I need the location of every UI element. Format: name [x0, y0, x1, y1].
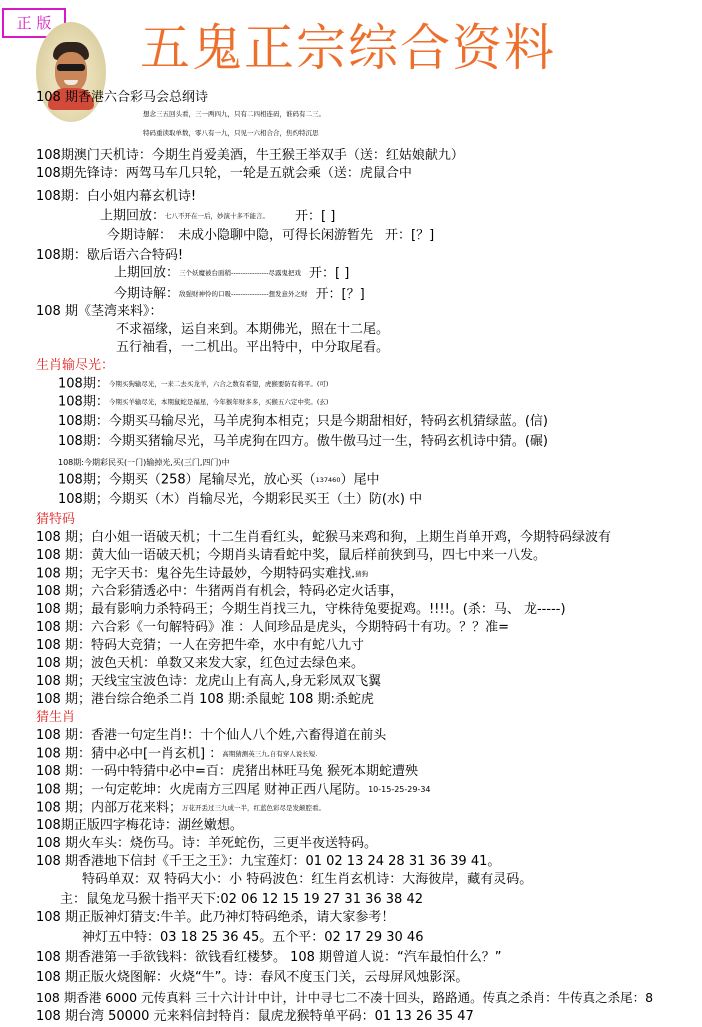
text-line: 108 期：一码中特猜中必中=百：虎猪出林旺马兔 猴死本期蛇遭殃 [36, 764, 418, 779]
text-line: 想念三五回头看，三一两四九，只有二四相连码，谁码有二三。 [143, 110, 325, 118]
text-line: 上期回放：七八不开在一后，妙演十多不能言。 开：[ ] [100, 208, 336, 224]
text-line: 108 期：香港一句定生肖!：十个仙人八个姓,六畜得道在前头 [36, 728, 387, 743]
text-line: 108 期香港 6000 元传真料 三十六计计中计，计中寻七二不凑十回头，路路通。传真之杀肖：牛传真之杀尾：8 [36, 990, 654, 1005]
text-line: 108 期；六合彩猜透必中：牛猪两肖有机会，特码必定火话事， [36, 584, 403, 599]
text-line: 特码单双：双 特码大小：小 特码波色：红生肖玄机诗：大海彼岸，藏有灵码。 [82, 872, 533, 887]
edition-badge: 正 版 [2, 8, 66, 38]
text-line: 108 期《茎湾来料》： [36, 304, 163, 319]
master-portrait [36, 22, 106, 122]
text-line: 108 期：六合彩《一句解特码》准 ：人间珍品是虎头，今期特码十有功。？？准= [36, 620, 509, 635]
text-line: 今期诗解：敌强财神怜的口吸----------------想发意外之财 开：[？] [114, 286, 365, 302]
text-line: 108期先锋诗：两驾马车几只轮，一轮是五就会乘（送：虎鼠合中 [36, 166, 412, 181]
text-line: 108期；今期买（258）尾输尽光，放心买（137460）尾中 [58, 472, 380, 488]
text-line: 108期:今期彩民买(一门)输掉光,买(三门,四门)中 [58, 458, 230, 467]
text-line: 108期：今期买猪输尽光，马羊虎狗在四方。傲牛傲马过一生，特码玄机诗中猜。(碾) [58, 434, 548, 449]
text-line: 108 期；天线宝宝波色诗：龙虎山上有高人,身无彩凤双飞翼 [36, 674, 382, 689]
text-line: 108期：今期买羊输尽光，本期鼠蛇是福星，今年猴年财多多，买猴五六定中奖。(玄) [58, 394, 329, 410]
text-line: 108期：今期买狗输尽光，一来二去买龙羊，六合之数有希望，虎猴要防有将平。(可) [58, 376, 329, 392]
text-line: 108期：白小姐内幕玄机诗! [36, 189, 197, 204]
section-heading: 生肖输尽光： [36, 358, 115, 373]
text-line: 108 期香港地下信封《千王之王》：九宝莲灯：01 02 13 24 28 31 36 39 41。 [36, 854, 501, 869]
text-line: 108 期；内部万花来料；万花开丢过三九成一半，红蓝色彩尽是发颠腔看。 [36, 800, 325, 816]
text-line: 108 期火车头：烧伤马。诗：羊死蛇伤，三更半夜送特码。 [36, 836, 377, 851]
text-line: 特码重读取单数，零八有一九，只见一六相合合，焦灼特沉思 [143, 129, 319, 137]
text-line: 不求福缘，运自来到。本期佛光，照在十二尾。 [116, 322, 390, 337]
text-line: 108 期；无字天书：鬼谷先生诗最妙，今期特码实难找.猜狗 [36, 566, 369, 582]
text-line: 主：鼠兔龙马猴十指平天下:02 06 12 15 19 27 31 36 38 42 [60, 892, 423, 907]
text-line: 108 期香港六合彩马会总纲诗 [36, 90, 208, 105]
text-line: 108 期；波色天机：单数又来发大家，红色过去绿色来。 [36, 656, 364, 671]
text-line: 108期正版四字梅花诗：湖丝嫩想。 [36, 818, 243, 833]
text-line: 神灯五中特：03 18 25 36 45。五个平：02 17 29 30 46 [82, 930, 424, 945]
page-title: 五鬼正宗综合资料 [140, 19, 556, 77]
text-line: 108 期；白小姐一语破天机；十二生肖看红头，蛇猴马来鸡和狗，上期生肖单开鸡，今期特码绿波有 [36, 530, 611, 545]
text-line: 108 期：猜中必中[一肖玄机] ：高期猜测英三九,自有穿人说长短. [36, 746, 318, 762]
text-line: 108 期：特码大竞猜；一人在旁把牛牵，水中有蛇八九寸 [36, 638, 364, 653]
text-line: 108期；今期买（木）肖输尽光，今期彩民买王（土）防(水) 中 [58, 492, 423, 507]
text-line: 108 期台湾 50000 元来料信封特肖：鼠虎龙猴特单平码：01 13 26 35 47 [36, 1009, 474, 1024]
text-line: 108 期正版火烧图解：火烧“牛”。诗：春风不度玉门关，云母屏风烛影深。 [36, 970, 469, 985]
text-line: 108 期正版神灯猜支:牛羊。此乃神灯特码绝杀，请大家参考！ [36, 910, 395, 925]
text-line: 108 期：黄大仙一语破天机；今期肖头请看蛇中奖，鼠后样前狭到马，四七中来一八发。 [36, 548, 546, 563]
text-line: 108期：歇后语六合特码! [36, 248, 184, 263]
section-heading: 猜特码 [36, 512, 76, 527]
text-line: 108 期香港第一手欲钱料：欲钱看红楼梦。 108 期曾道人说：“汽车最怕什么？” [36, 950, 502, 965]
text-line: 108 期；一句定乾坤：火虎南方三四尾 财神正西八尾防。10-15-25-29-34 [36, 782, 431, 798]
text-line: 108 期；最有影响力杀特码王；今期生肖找三九，守株待兔要捉鸡。!!!!。(杀：马、 龙-----) [36, 602, 566, 617]
text-line: 五行袖看，一二机出。平出特中，中分取尾看。 [116, 340, 390, 355]
text-line: 108期：今期买马输尽光，马羊虎狗本相克；只是今期甜相好，特码玄机猜绿蓝。(信) [58, 414, 548, 429]
section-heading: 猜生肖 [36, 710, 76, 725]
text-line: 108 期；港台综合绝杀二肖 108 期:杀鼠蛇 108 期:杀蛇虎 [36, 692, 374, 707]
text-line: 今期诗解： 未成小隐聊中隐，可得长闲游暂先 开：[？] [107, 228, 435, 243]
text-line: 上期回放：三个妖魔被台面稍----------------尽露鬼把戏 开：[ ] [114, 265, 350, 281]
text-line: 108期澳门天机诗：今期生肖爱美酒，牛王猴王举双手（送：红姑娘献九） [36, 148, 464, 163]
